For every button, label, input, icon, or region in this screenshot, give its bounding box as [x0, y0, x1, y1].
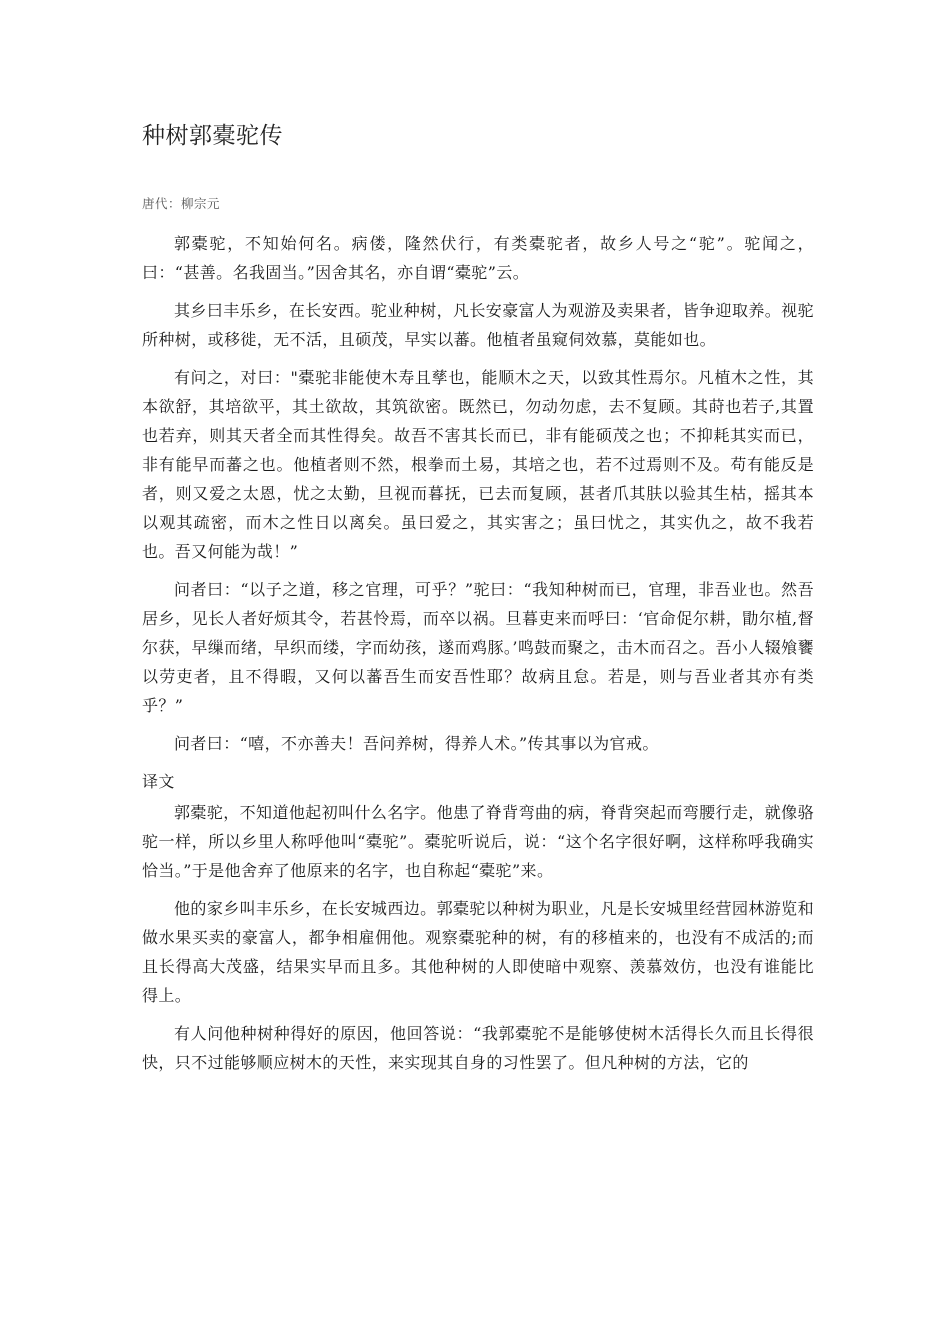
translation-paragraph-2: 他的家乡叫丰乐乡，在长安城西边。郭橐驼以种树为职业，凡是长安城里经营园林游览和做水果买卖的豪富人，都争相雇佣他。观察橐驼种的树，有的移植来的，也没有不成活的;而且长得高大茂盛，结果实早而且多。其他种树的人即使暗中观察、羡慕效仿，也没有谁能比得上。 [142, 899, 814, 1005]
original-paragraph-2: 其乡曰丰乐乡，在长安西。驼业种树，凡长安豪富人为观游及卖果者，皆争迎取养。视驼所种树，或移徙，无不活，且硕茂，早实以蕃。他植者虽窥伺效慕，莫能如也。 [142, 301, 814, 349]
document-title: 种树郭橐驼传 [142, 123, 283, 149]
author-line: 唐代：柳宗元 [142, 196, 221, 211]
translation-paragraph-3: 有人问他种树种得好的原因，他回答说：“我郭橐驼不是能够使树木活得长久而且长得很快，只不过能够顺应树木的天性，来实现其自身的习性罢了。但凡种树的方法，它的 [142, 1024, 814, 1072]
original-paragraph-1: 郭橐驼，不知始何名。病偻，隆然伏行，有类橐驼者，故乡人号之“驼”。驼闻之，曰：“甚善。名我固当。”因舍其名，亦自谓“橐驼”云。 [142, 234, 814, 282]
original-paragraph-3: 有问之，对曰："橐驼非能使木寿且孳也，能顺木之天，以致其性焉尔。凡植木之性，其本欲舒，其培欲平，其土欲故，其筑欲密。既然已，勿动勿虑，去不复顾。其莳也若子,其置也若弃，则其天者全而其性得矣。故吾不害其长而已，非有能硕茂之也；不抑耗其实而已，非有能早而蕃之也。他植者则不然，根拳而土易，其培之也，若不过焉则不及。苟有能反是者，则又爱之太恩，忧之太勤，旦视而暮抚，已去而复顾，甚者爪其肤以验其生枯，摇其本以观其疏密，而木之性日以离矣。虽曰爱之，其实害之；虽曰忧之，其实仇之，故不我若也。吾又何能为哉！” [142, 368, 814, 561]
original-paragraph-5: 问者曰：“嘻，不亦善夫！吾问养树，得养人术。”传其事以为官戒。 [174, 734, 659, 753]
translation-paragraph-1: 郭橐驼，不知道他起初叫什么名字。他患了脊背弯曲的病，脊背突起而弯腰行走，就像骆驼一样，所以乡里人称呼他叫“橐驼”。橐驼听说后，说：“这个名字很好啊，这样称呼我确实恰当。”于是他舍弃了他原来的名字，也自称起“橐驼”来。 [142, 803, 814, 880]
original-paragraph-4: 问者曰：“以子之道，移之官理，可乎？”驼曰：“我知种树而已，官理，非吾业也。然吾居乡，见长人者好烦其令，若甚怜焉，而卒以祸。旦暮吏来而呼曰：‘官命促尔耕，勖尔植,督尔获，早缫而绪，早织而缕，字而幼孩，遂而鸡豚。’鸣鼓而聚之，击木而召之。吾小人辍飧饔以劳吏者，且不得暇，又何以蕃吾生而安吾性耶？故病且怠。若是，则与吾业者其亦有类乎？” [142, 580, 814, 715]
document-body [142, 229, 814, 1086]
translation-heading: 译文 [142, 772, 175, 791]
